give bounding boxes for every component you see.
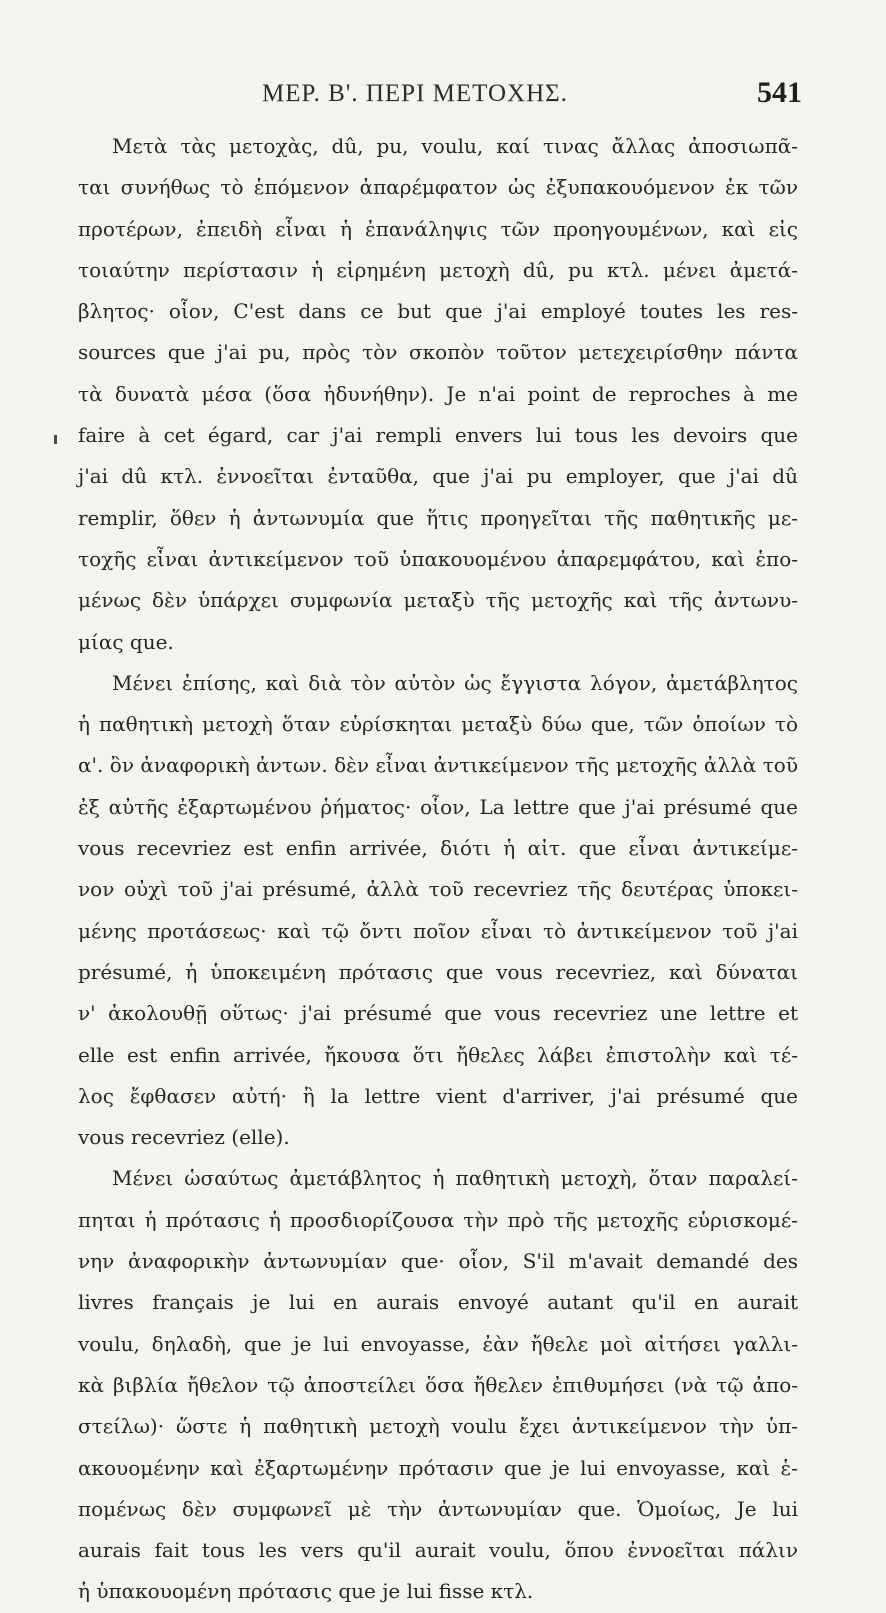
text-line: τοιαύτην περίστασιν ἡ εἰρημένη μετοχὴ dû, pu κτλ. μένει ἀμετά- [78, 257, 798, 282]
text-line: προτέρων, ἐπειδὴ εἶναι ἡ ἐπανάληψις τῶν προηγουμένων, καὶ εἰς [78, 216, 798, 241]
text-line: ται συνήθως τὸ ἑπόμενον ἀπαρέμφατον ὡς ἐξυπακουόμενον ἐκ τῶν [78, 175, 798, 200]
body-text [78, 126, 798, 1613]
text-line: j'ai dû κτλ. ἐννοεῖται ἐνταῦθα, que j'ai pu employer, que j'ai dû [78, 464, 798, 489]
text-line: ἐξ αὐτῆς ἐξαρτωμένου ῥήματος· οἷον, La lettre que j'ai présumé que [78, 794, 798, 819]
text-line: voulu, δηλαδὴ, que je lui envoyasse, ἐὰν ἤθελε μοὶ αἰτήσει γαλλι- [78, 1331, 798, 1356]
bottom-margin [0, 1480, 886, 1500]
text-line: πηται ἡ πρότασις ἡ προσδιορίζουσα τὴν πρὸ τῆς μετοχῆς εὑρισκομέ- [78, 1207, 798, 1232]
text-line: elle est enfin arrivée, ἤκουσα ὅτι ἤθελες λάβει ἐπιστολὴν καὶ τέ- [78, 1042, 798, 1067]
running-title: ΜΕΡ. Β'. ΠΕΡΙ ΜΕΤΟΧΗΣ. [262, 80, 568, 107]
text-line: aurais fait tous les vers qu'il aurait voulu, ὅπου ἐννοεῖται πάλιν [78, 1538, 798, 1563]
text-line: κὰ βιβλία ἤθελον τῷ ἀποστείλει ὅσα ἤθελεν ἐπιθυμήσει (νὰ τῷ ἀπο- [78, 1372, 798, 1397]
text-line: ακουομένην καὶ ἐξαρτωμένην πρότασιν que je lui envoyasse, καὶ ἑ- [78, 1455, 798, 1480]
text-line: Μένει ἐπίσης, καὶ διὰ τὸν αὐτὸν ὡς ἔγγιστα λόγον, ἀμετάβλητος [112, 670, 798, 695]
text-line: faire à cet égard, car j'ai rempli envers lui tous les devoirs que [78, 415, 798, 456]
text-line: vous recevriez (elle). [78, 1125, 290, 1150]
text-line: sources que j'ai pu, πρὸς τὸν σκοπὸν τοῦτον μετεχειρίσθην πάντα [78, 340, 798, 365]
text-line: τοχῆς εἶναι ἀντικείμενον τοῦ ὑπακουομένου ἀπαρεμφάτου, καὶ ἑπο- [78, 546, 798, 571]
text-line: μένης προτάσεως· καὶ τῷ ὄντι ποῖον εἶναι τὸ ἀντικείμενον τοῦ j'ai [78, 918, 798, 943]
paragraph [78, 126, 798, 663]
text-line: μίας que. [78, 629, 174, 654]
text-line: ἡ παθητικὴ μετοχὴ ὅταν εὑρίσκηται μεταξὺ δύω que, τῶν ὁποίων τὸ [78, 712, 798, 737]
text-line: ν' ἀκολουθῇ οὕτως· j'ai présumé que vous recevriez une lettre et [78, 1001, 798, 1026]
text-line: πομένως δὲν συμφωνεῖ μὲ τὴν ἀντωνυμίαν que. Ὁμοίως, Je lui [78, 1496, 798, 1521]
paragraph [78, 663, 798, 1159]
text-line: Μένει ὡσαύτως ἀμετάβλητος ἡ παθητικὴ μετοχὴ, ὅταν παραλεί- [112, 1166, 798, 1191]
text-line: présumé, ἡ ὑποκειμένη πρότασις que vous recevriez, καὶ δύναται [78, 959, 798, 984]
paragraph [78, 1158, 798, 1612]
text-line: μένως δὲν ὑπάρχει συμφωνία μεταξὺ τῆς μετοχῆς καὶ τῆς ἀντωνυ- [78, 588, 798, 613]
running-head [0, 72, 886, 112]
text-line: vous recevriez est enfin arrivée, διότι ἡ αἰτ. que εἶναι ἀντικείμε- [78, 836, 798, 861]
text-line: στείλω)· ὥστε ἡ παθητικὴ μετοχὴ voulu ἔχει ἀντικείμενον τὴν ὑπ- [78, 1414, 798, 1439]
page-number: 541 [757, 76, 802, 109]
text-line: λος ἔφθασεν αὐτή· ἢ la lettre vient d'arriver, j'ai présumé que [78, 1083, 798, 1108]
text-line: τὰ δυνατὰ μέσα (ὅσα ἠδυνήθην). Je n'ai point de reproches à me [78, 381, 798, 406]
text-line: Μετὰ τὰς μετοχὰς, dû, pu, voulu, καί τινας ἄλλας ἀποσιωπᾶ- [112, 134, 798, 158]
text-line: livres français je lui en aurais envoyé autant qu'il en aurait [78, 1290, 798, 1315]
text-line: α'. ὂν ἀναφορικὴ ἀντων. δὲν εἶναι ἀντικείμενον τῆς μετοχῆς ἀλλὰ τοῦ [78, 753, 798, 778]
text-line: remplir, ὅθεν ἡ ἀντωνυμία que ἥτις προηγεῖται τῆς παθητικῆς με- [78, 505, 798, 530]
text-line: βλητος· οἷον, C'est dans ce but que j'ai employé toutes les res- [78, 299, 798, 324]
text-line: νον οὐχὶ τοῦ j'ai présumé, ἀλλὰ τοῦ recevriez τῆς δευτέρας ὑποκει- [78, 877, 798, 902]
text-line: νην ἀναφορικὴν ἀντωνυμίαν que· οἷον, S'il m'avait demandé des [78, 1249, 798, 1274]
text-line: ἡ ὑπακουομένη πρότασις que je lui fisse κτλ. [78, 1579, 534, 1604]
